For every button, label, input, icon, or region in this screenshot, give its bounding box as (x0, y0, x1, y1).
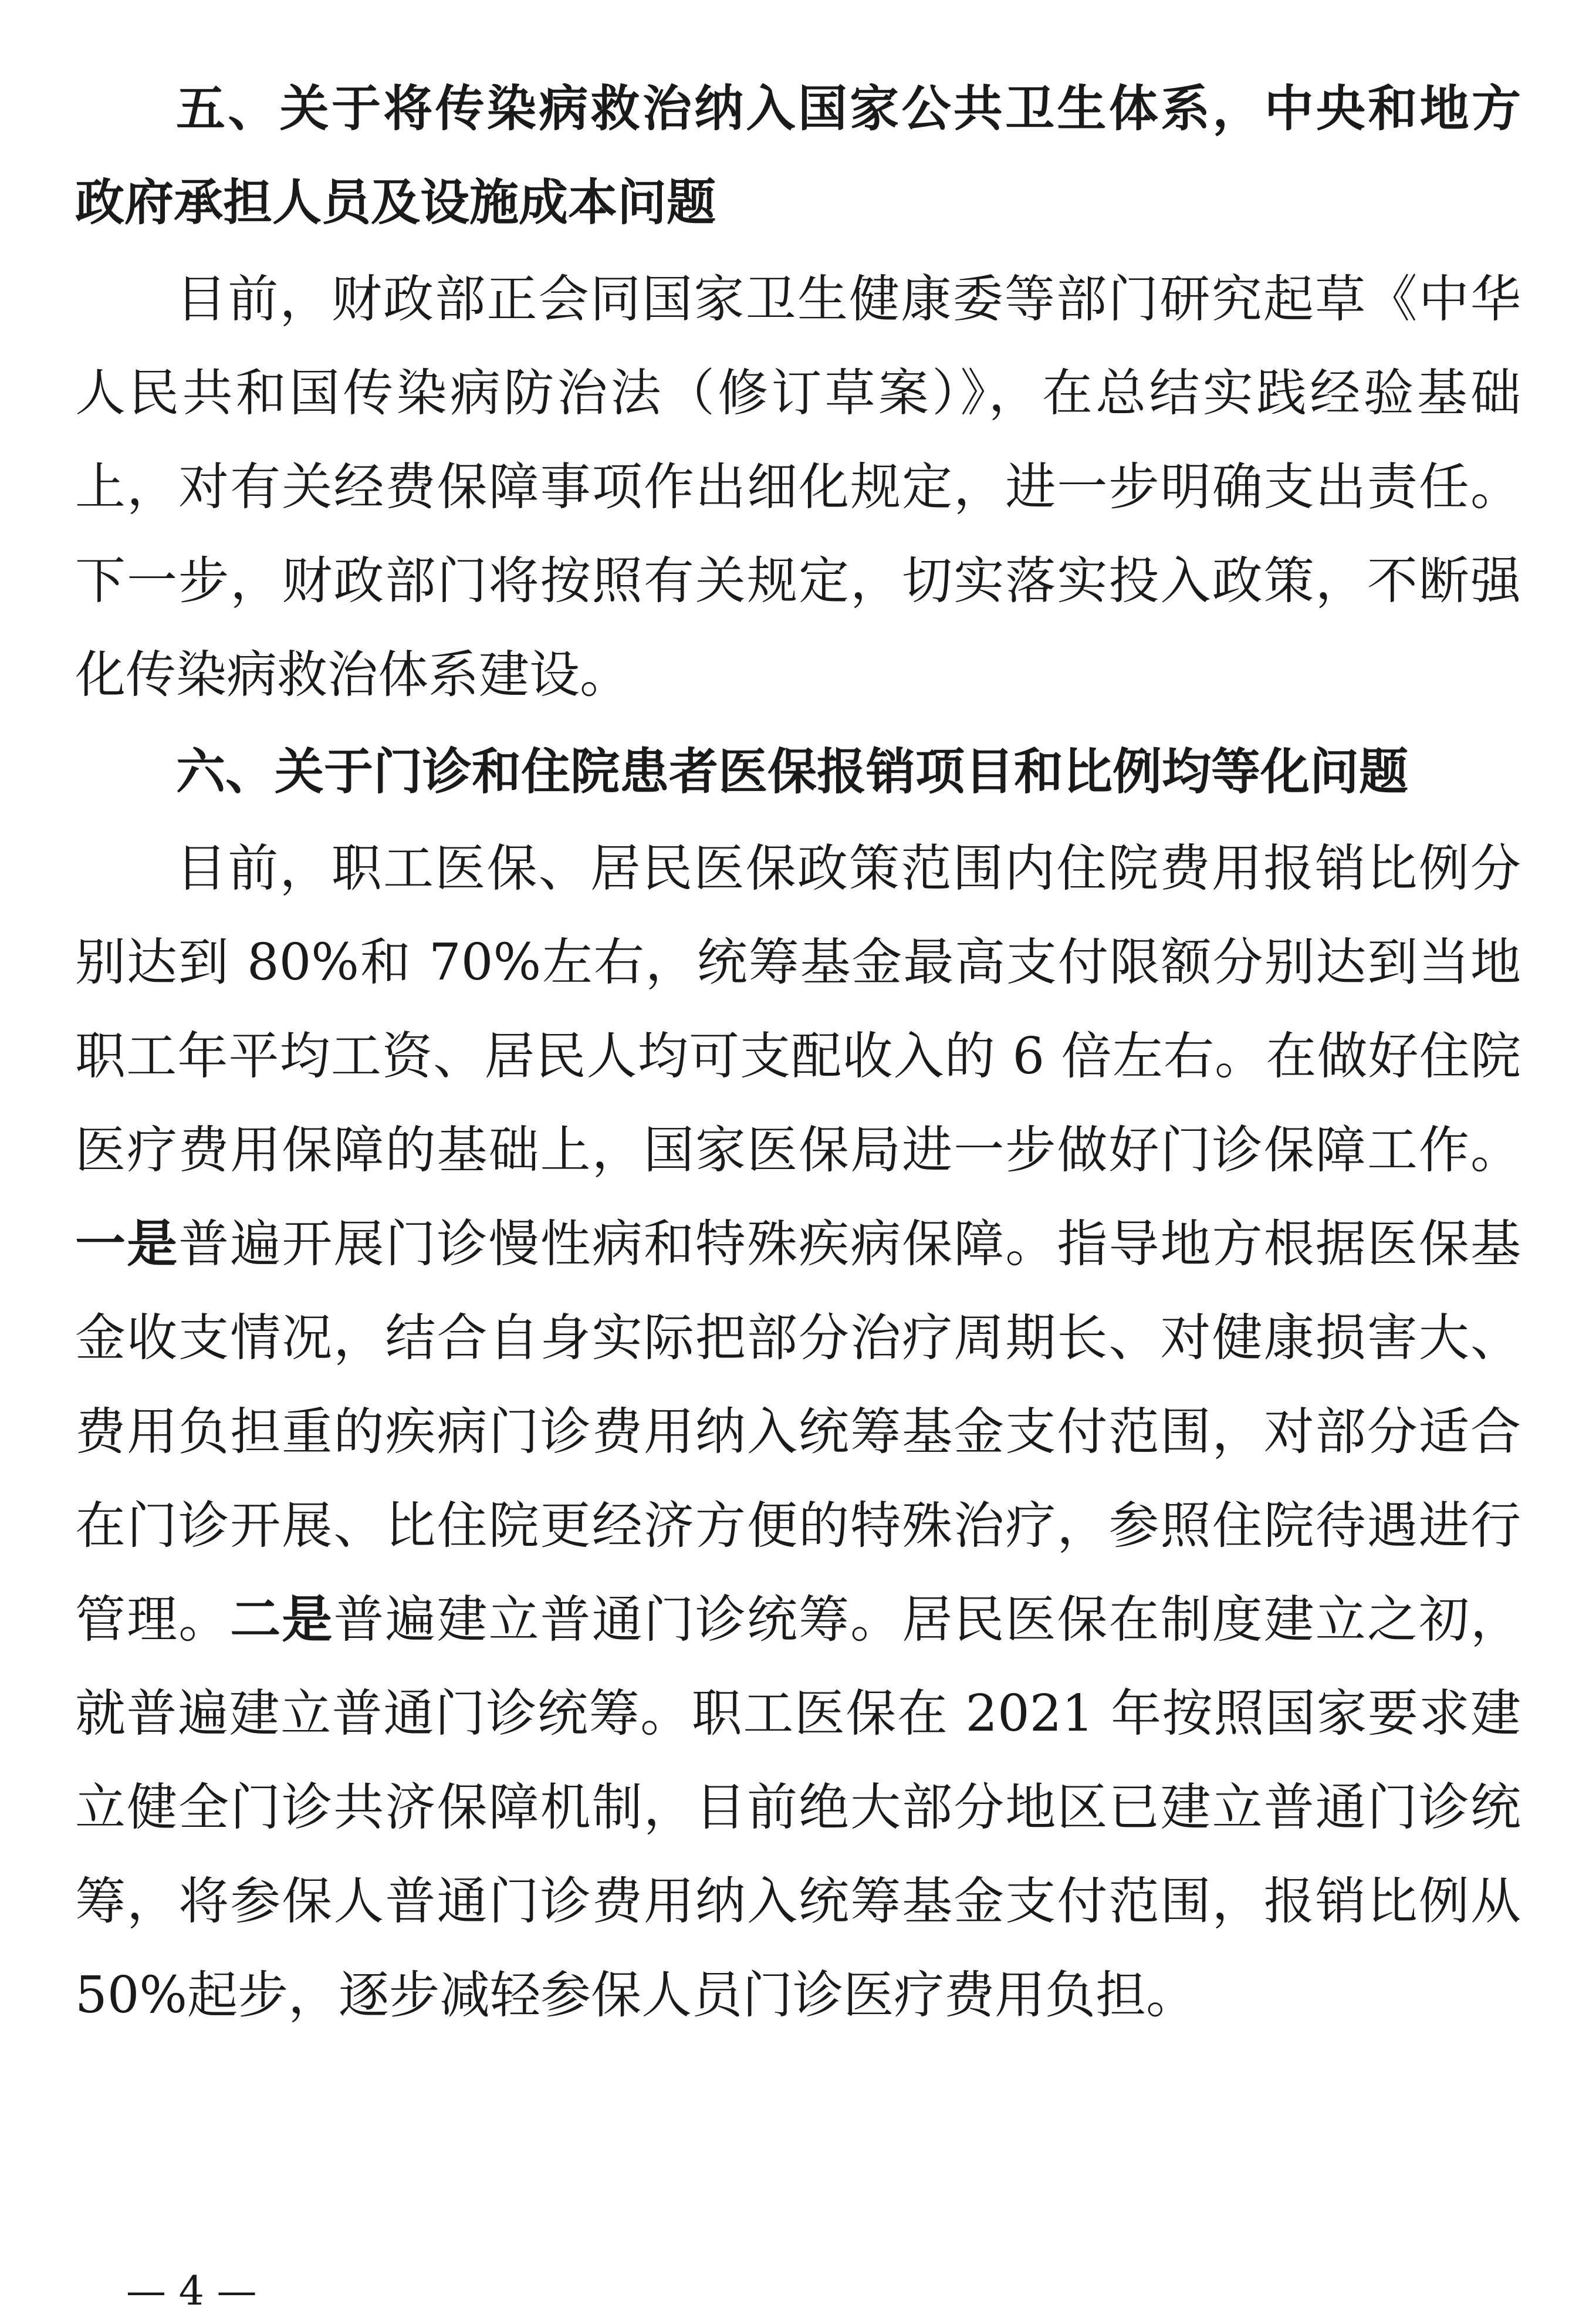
section6-para-line: 立健全门诊共济保障机制，目前绝大部分地区已建立普通门诊统 (75, 1778, 1521, 1837)
section5-para-line: 上，对有关经费保障事项作出细化规定，进一步明确支出责任。 (75, 458, 1521, 516)
page-number: — 4 — (126, 2268, 257, 2315)
section6-para-line: 50%起步，逐步减轻参保人员门诊医疗费用负担。 (75, 1966, 1197, 2025)
section6-para-line: 别达到 80%和 70%左右，统筹基金最高支付限额分别达到当地 (75, 933, 1521, 992)
section5-para-line: 人民共和国传染病防治法（修订草案）》，在总结实践经验基础 (75, 364, 1521, 423)
section6-para-line: 职工年平均工资、居民人均可支配收入的 6 倍左右。在做好住院 (75, 1027, 1521, 1086)
section6-point1-line (75, 1197, 1521, 1291)
section5-para-line: 目前，财政部正会同国家卫生健康委等部门研究起草《中华 (176, 270, 1521, 329)
section6-para-line: 就普遍建立普通门诊统筹。职工医保在 2021 年按照国家要求建 (75, 1684, 1521, 1743)
section6-para-line: 费用负担重的疾病门诊费用纳入统筹基金支付范围，对部分适合 (75, 1403, 1521, 1461)
section6-para-line: 医疗费用保障的基础上，国家医保局进一步做好门诊保障工作。 (75, 1121, 1521, 1180)
point1-text: 普遍开展门诊慢性病和特殊疾病保障。指导地方根据医保基 (178, 1215, 1521, 1273)
section6-para-line: 筹，将参保人普通门诊费用纳入统筹基金支付范围，报销比例从 (75, 1872, 1521, 1931)
section6-para-line: 在门诊开展、比住院更经济方便的特殊治疗，参照住院待遇进行 (75, 1496, 1521, 1555)
point2-lead: 管理。 (75, 1590, 231, 1649)
section6-point2-line (75, 1573, 1521, 1667)
section5-para-line: 下一步，财政部门将按照有关规定，切实落实投入政策，不断强 (75, 552, 1521, 610)
section5-heading-line2: 政府承担人员及设施成本问题 (75, 174, 716, 231)
section5-para-line: 化传染病救治体系建设。 (75, 646, 630, 704)
section6-para-line: 目前，职工医保、居民医保政策范围内住院费用报销比例分 (176, 839, 1521, 898)
point2-text: 普遍建立普通门诊统筹。居民医保在制度建立之初， (333, 1590, 1521, 1649)
section5-heading-line1: 五、关于将传染病救治纳入国家公共卫生体系，中央和地方 (176, 80, 1521, 137)
point2-label: 二是 (230, 1590, 334, 1649)
section6-para-line: 金收支情况，结合自身实际把部分治疗周期长、对健康损害大、 (75, 1309, 1521, 1367)
point1-label: 一是 (75, 1215, 179, 1273)
section6-heading: 六、关于门诊和住院患者医保报销项目和比例均等化问题 (176, 743, 1409, 800)
